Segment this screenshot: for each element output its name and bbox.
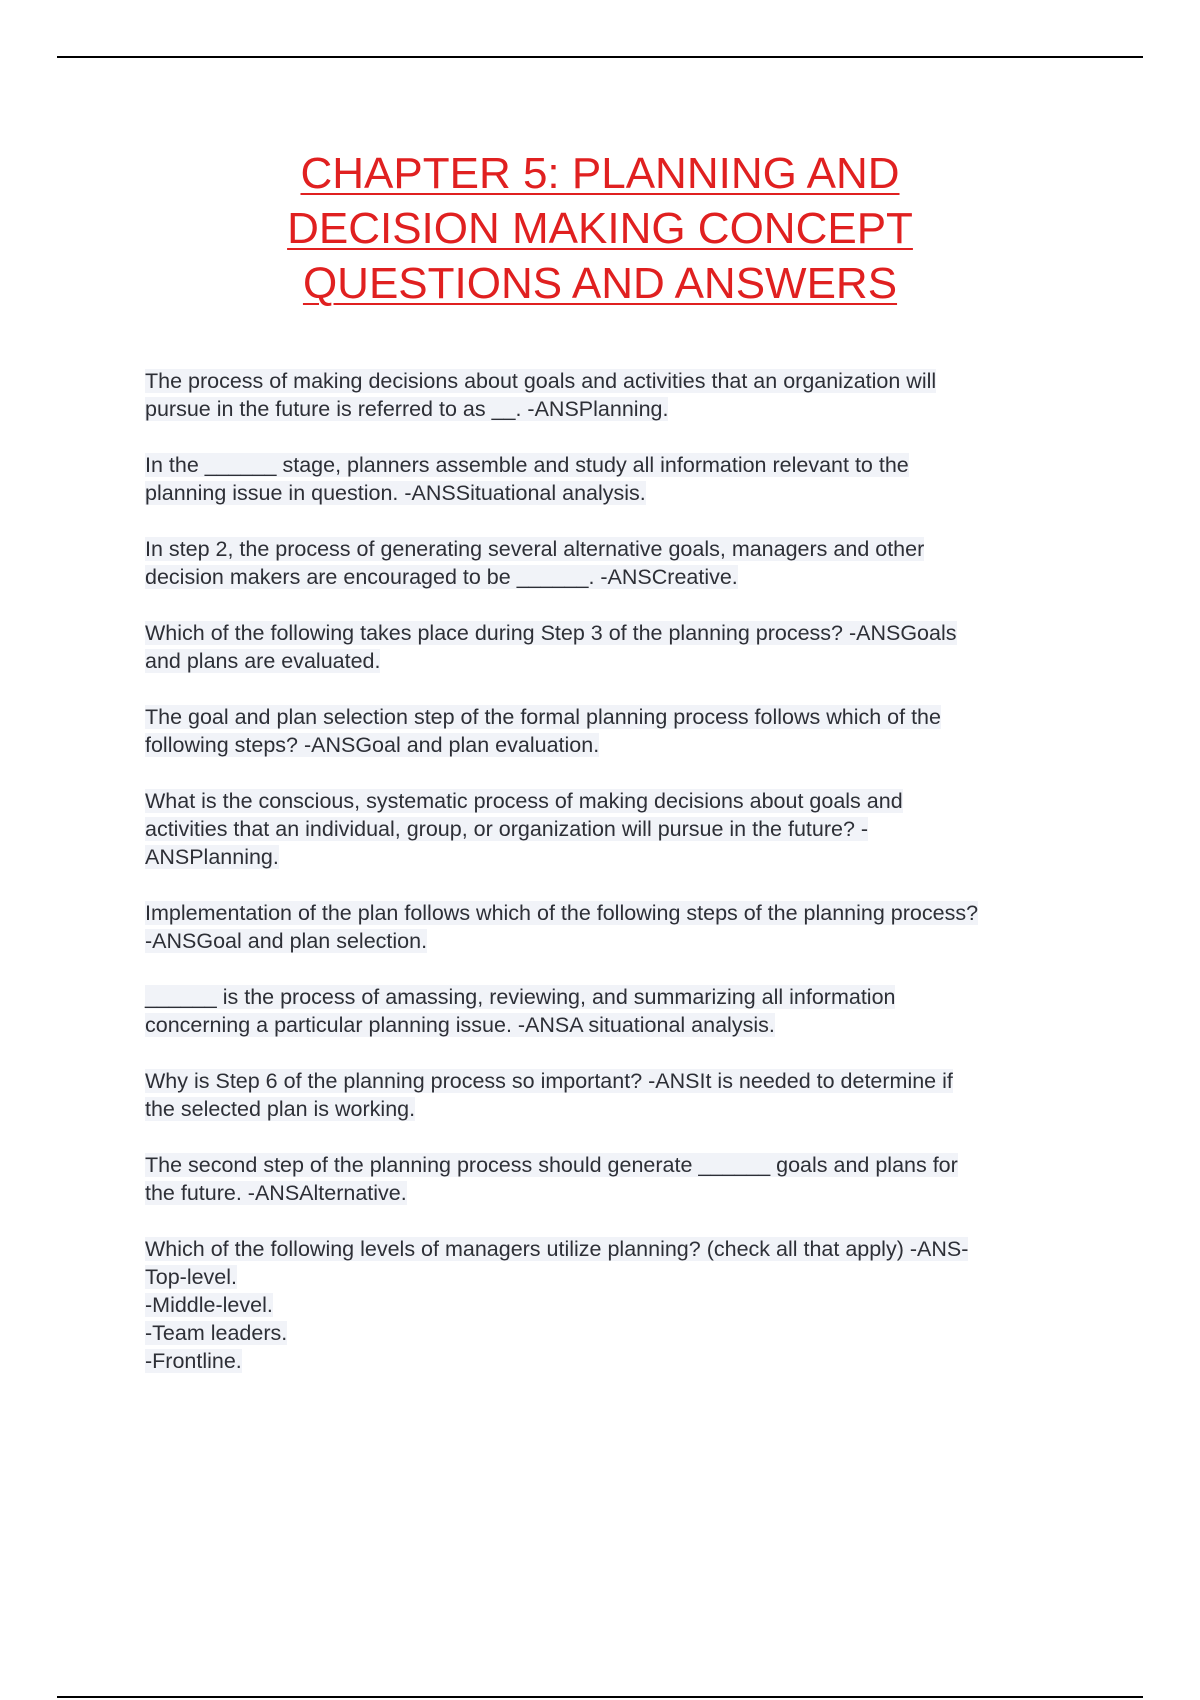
qa-item <box>145 451 1085 507</box>
qa-text: ______ is the process of amassing, reviewing, and summarizing all information concerning a particular planning issue. -ANSA situational analysis. <box>145 985 896 1037</box>
qa-text: In step 2, the process of generating several alternative goals, managers and other decision makers are encouraged to be ______. -ANSCreative. <box>145 537 925 589</box>
qa-text: Implementation of the plan follows which of the following steps of the planning process? -ANSGoal and plan selection. <box>145 901 979 953</box>
bottom-rule <box>57 1696 1143 1698</box>
top-rule <box>57 56 1143 58</box>
qa-item <box>145 535 1085 591</box>
title-line-3: QUESTIONS AND ANSWERS <box>302 259 898 308</box>
qa-text: Which of the following levels of managers utilize planning? (check all that apply) -ANS- Top-level. -Middle-level. -Team leaders. -Frontline. <box>145 1237 969 1373</box>
qa-item <box>145 899 1085 955</box>
qa-list <box>145 367 1085 1403</box>
qa-text: Why is Step 6 of the planning process so important? -ANSIt is needed to determine if the selected plan is working. <box>145 1069 953 1121</box>
qa-text: What is the conscious, systematic process of making decisions about goals and activities that an individual, group, or organization will pursue in the future? - ANSPlanning. <box>145 789 903 869</box>
qa-item <box>145 367 1085 423</box>
document-title <box>160 146 1040 311</box>
qa-item <box>145 703 1085 759</box>
qa-item <box>145 787 1085 871</box>
qa-text: The process of making decisions about goals and activities that an organization will pursue in the future is referred to as __. -ANSPlanning. <box>145 369 937 421</box>
qa-item <box>145 983 1085 1039</box>
qa-item <box>145 619 1085 675</box>
qa-text: Which of the following takes place during Step 3 of the planning process? -ANSGoals and plans are evaluated. <box>145 621 957 673</box>
title-line-2: DECISION MAKING CONCEPT <box>287 204 913 253</box>
qa-text: In the ______ stage, planners assemble and study all information relevant to the planning issue in question. -ANSSituational analysis. <box>145 453 909 505</box>
title-line-1: CHAPTER 5: PLANNING AND <box>300 149 900 198</box>
qa-text: The goal and plan selection step of the formal planning process follows which of the following steps? -ANSGoal and plan evaluation. <box>145 705 941 757</box>
qa-item <box>145 1151 1085 1207</box>
qa-text: The second step of the planning process should generate ______ goals and plans for the future. -ANSAlternative. <box>145 1153 958 1205</box>
qa-item <box>145 1235 1085 1375</box>
qa-item <box>145 1067 1085 1123</box>
